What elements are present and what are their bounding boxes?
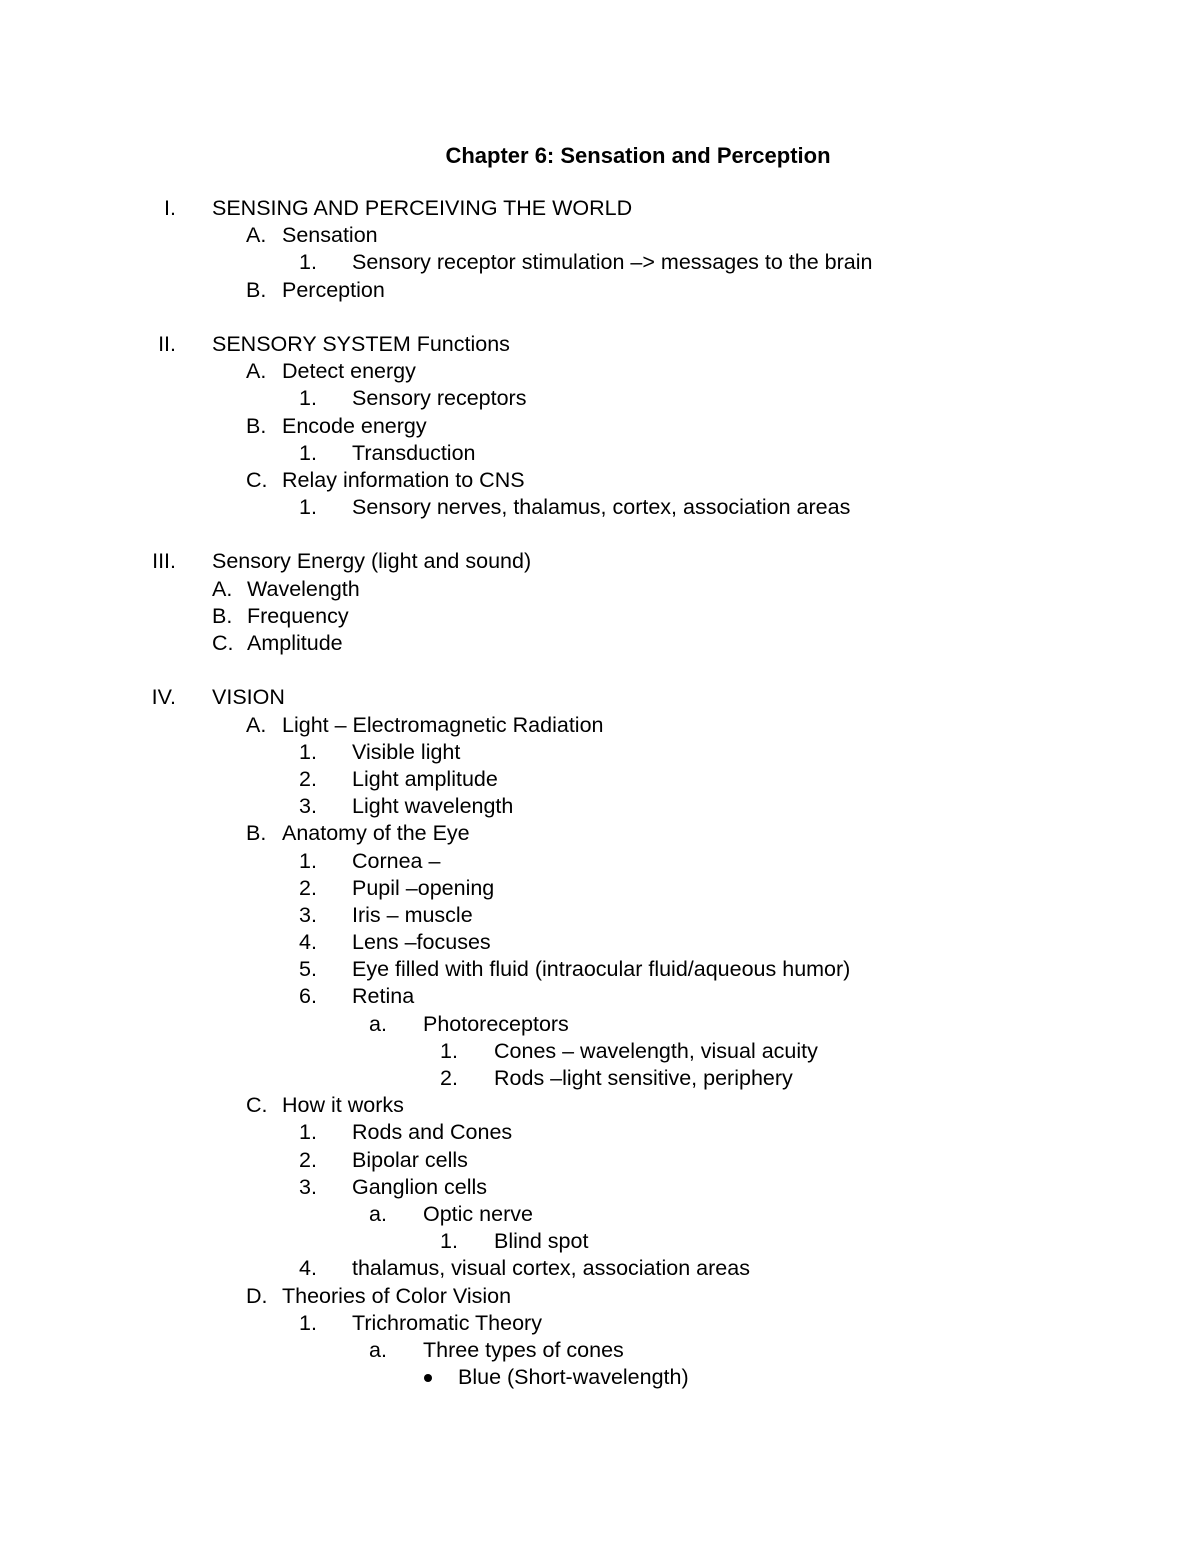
outline-item — [0, 603, 1200, 630]
item-marker: B. — [246, 277, 267, 302]
item-text: Light wavelength — [352, 794, 514, 819]
item-marker: 2. — [440, 1066, 458, 1090]
item-marker: B. — [212, 603, 233, 628]
list-item — [0, 385, 1200, 412]
outline-item — [0, 413, 1200, 440]
item-marker: A. — [246, 359, 267, 384]
item-marker: 4. — [299, 930, 317, 955]
section-numeral: II. — [158, 331, 176, 356]
item-text: Lens –focuses — [352, 930, 491, 955]
item-marker: A. — [246, 712, 267, 737]
section-heading — [0, 331, 1200, 358]
item-text: Rods and Cones — [352, 1120, 513, 1145]
outline-item — [0, 1283, 1200, 1310]
item-marker: B. — [246, 821, 267, 846]
item-text: Relay information to CNS — [282, 467, 525, 492]
list-item — [0, 793, 1200, 820]
item-text: Retina — [352, 984, 415, 1009]
section-numeral: IV. — [151, 685, 176, 710]
item-marker: 1. — [299, 848, 317, 873]
list-item — [0, 249, 1200, 276]
section-gap — [0, 521, 1200, 548]
item-text: Eye filled with fluid (intraocular fluid/aqueous humor) — [352, 957, 851, 982]
item-text: Three types of cones — [423, 1337, 624, 1362]
item-text: Cornea – — [352, 848, 441, 873]
item-marker: 3. — [299, 794, 317, 819]
item-marker: 6. — [299, 984, 317, 1009]
list-item — [0, 848, 1200, 875]
item-marker: C. — [246, 467, 268, 492]
item-text: Light amplitude — [352, 766, 498, 791]
list-item — [0, 440, 1200, 467]
item-marker: 1. — [299, 1310, 317, 1335]
item-text: thalamus, visual cortex, association areas — [352, 1256, 750, 1281]
section-numeral: I. — [164, 196, 176, 220]
page-title: Chapter 6: Sensation and Perception — [445, 143, 831, 168]
item-marker: C. — [246, 1093, 268, 1118]
item-marker: 4. — [299, 1256, 317, 1281]
section-heading — [0, 684, 1200, 711]
item-text: Bipolar cells — [352, 1147, 468, 1172]
item-text: Ganglion cells — [352, 1174, 488, 1199]
list-item — [0, 1011, 1200, 1038]
outline-item — [0, 820, 1200, 847]
section-gap — [0, 657, 1200, 684]
outline-item — [0, 712, 1200, 739]
item-marker: 3. — [299, 902, 317, 927]
item-text: Amplitude — [247, 631, 343, 655]
item-text: Blue (Short-wavelength) — [458, 1365, 689, 1390]
list-item — [0, 766, 1200, 793]
item-text: Blind spot — [494, 1229, 589, 1254]
item-marker: A. — [212, 576, 233, 601]
list-item — [0, 1147, 1200, 1174]
outline-item — [0, 467, 1200, 494]
list-item — [0, 1201, 1200, 1228]
list-item — [0, 1119, 1200, 1146]
item-marker: 1. — [299, 1120, 317, 1145]
section-heading-text: Sensory Energy (light and sound) — [212, 549, 532, 574]
outline-item — [0, 1092, 1200, 1119]
item-marker: 3. — [299, 1174, 317, 1199]
item-marker: a. — [369, 1337, 387, 1362]
item-text: Encode energy — [282, 413, 427, 438]
section-gap — [0, 304, 1200, 331]
item-text: Detect energy — [282, 359, 416, 384]
item-marker: D. — [246, 1283, 268, 1308]
item-marker: C. — [212, 631, 234, 655]
list-item — [0, 956, 1200, 983]
list-item — [0, 739, 1200, 766]
list-item — [0, 1255, 1200, 1282]
item-marker: 1. — [440, 1229, 458, 1254]
list-item — [0, 1310, 1200, 1337]
list-item — [0, 1364, 1200, 1391]
list-item — [0, 929, 1200, 956]
item-text: Trichromatic Theory — [352, 1310, 542, 1335]
item-text: Photoreceptors — [423, 1011, 569, 1036]
list-item — [0, 875, 1200, 902]
item-text: Visible light — [352, 739, 461, 764]
section-heading-text: SENSORY SYSTEM Functions — [212, 331, 510, 356]
list-item — [0, 494, 1200, 521]
outline — [0, 195, 1200, 1391]
item-marker: 1. — [299, 495, 317, 520]
item-text: Theories of Color Vision — [282, 1283, 512, 1308]
item-text: Perception — [282, 277, 385, 302]
item-marker: 2. — [299, 875, 317, 900]
item-marker: a. — [369, 1011, 387, 1036]
outline-item — [0, 277, 1200, 304]
item-text: Sensory receptors — [352, 386, 527, 411]
list-item — [0, 1337, 1200, 1364]
section-heading — [0, 195, 1200, 222]
item-text: Rods –light sensitive, periphery — [494, 1066, 793, 1090]
item-marker: A. — [246, 223, 267, 248]
item-marker: 2. — [299, 766, 317, 791]
list-item — [0, 902, 1200, 929]
item-text: Optic nerve — [423, 1201, 533, 1226]
item-text: Transduction — [352, 440, 476, 465]
item-text: Pupil –opening — [352, 875, 495, 900]
list-item — [0, 1228, 1200, 1255]
item-marker: a. — [369, 1201, 387, 1226]
item-marker: 1. — [440, 1038, 458, 1063]
section-heading — [0, 548, 1200, 575]
item-marker: 5. — [299, 957, 317, 982]
outline-item — [0, 222, 1200, 249]
item-marker: 2. — [299, 1147, 317, 1172]
section-heading-text: VISION — [212, 685, 285, 710]
outline-item — [0, 576, 1200, 603]
item-marker: 1. — [299, 250, 317, 275]
list-item — [0, 1038, 1200, 1065]
item-text: Cones – wavelength, visual acuity — [494, 1038, 818, 1063]
section-heading-text: SENSING AND PERCEIVING THE WORLD — [212, 196, 633, 220]
section-numeral: III. — [152, 549, 176, 574]
item-text: Iris – muscle — [352, 902, 473, 927]
item-marker: 1. — [299, 739, 317, 764]
bullet-icon — [424, 1374, 432, 1382]
item-text: Sensory receptor stimulation –> messages to the brain — [352, 250, 873, 275]
item-text: Sensory nerves, thalamus, cortex, association areas — [352, 495, 851, 520]
item-text: Wavelength — [247, 576, 360, 601]
item-text: Anatomy of the Eye — [282, 821, 470, 846]
list-item — [0, 1065, 1200, 1092]
item-marker: 1. — [299, 386, 317, 411]
item-text: Light – Electromagnetic Radiation — [282, 712, 604, 737]
outline-item — [0, 630, 1200, 657]
item-text: How it works — [282, 1093, 404, 1118]
item-text: Sensation — [282, 223, 378, 248]
item-text: Frequency — [247, 603, 349, 628]
list-item — [0, 983, 1200, 1010]
item-marker: B. — [246, 413, 267, 438]
outline-item — [0, 358, 1200, 385]
list-item — [0, 1174, 1200, 1201]
item-marker: 1. — [299, 440, 317, 465]
